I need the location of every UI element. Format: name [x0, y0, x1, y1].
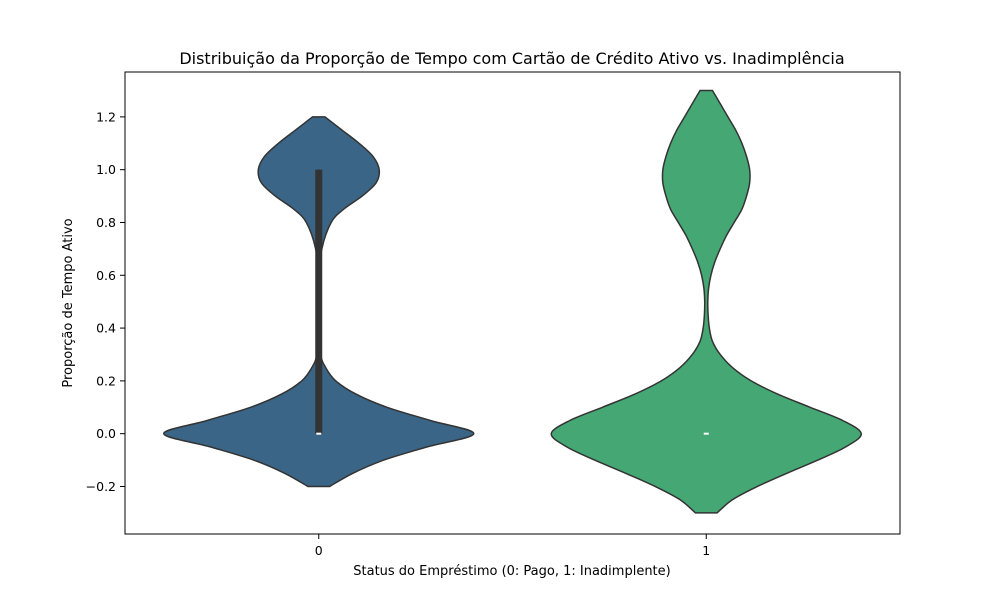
- chart-title: Distribuição da Proporção de Tempo com Cartão de Crédito Ativo vs. Inadimplência: [179, 49, 845, 68]
- y-tick-label: −0.2: [85, 478, 116, 494]
- axes: [86, 109, 711, 558]
- median-marker-1: [704, 433, 709, 435]
- violin-body-1: [551, 90, 861, 512]
- x-tick-label: 1: [702, 543, 711, 558]
- y-tick-label: 0.4: [96, 320, 116, 336]
- x-axis-label: Status do Empréstimo (0: Pago, 1: Inadimplente): [353, 564, 671, 579]
- y-axis-label: Proporção de Tempo Ativo: [61, 218, 76, 388]
- y-tick-label: 0.8: [96, 214, 116, 230]
- x-tick-label: 0: [314, 543, 323, 558]
- y-tick-label: 0.6: [96, 267, 116, 283]
- y-tick-label: 0.2: [96, 373, 116, 389]
- y-tick-label: 1.2: [96, 109, 116, 125]
- median-marker-0: [316, 433, 321, 435]
- plot-area: [164, 90, 862, 512]
- y-tick-label: 1.0: [96, 162, 116, 178]
- y-tick-label: 0.0: [96, 426, 116, 442]
- quartile-box-0: [315, 170, 322, 434]
